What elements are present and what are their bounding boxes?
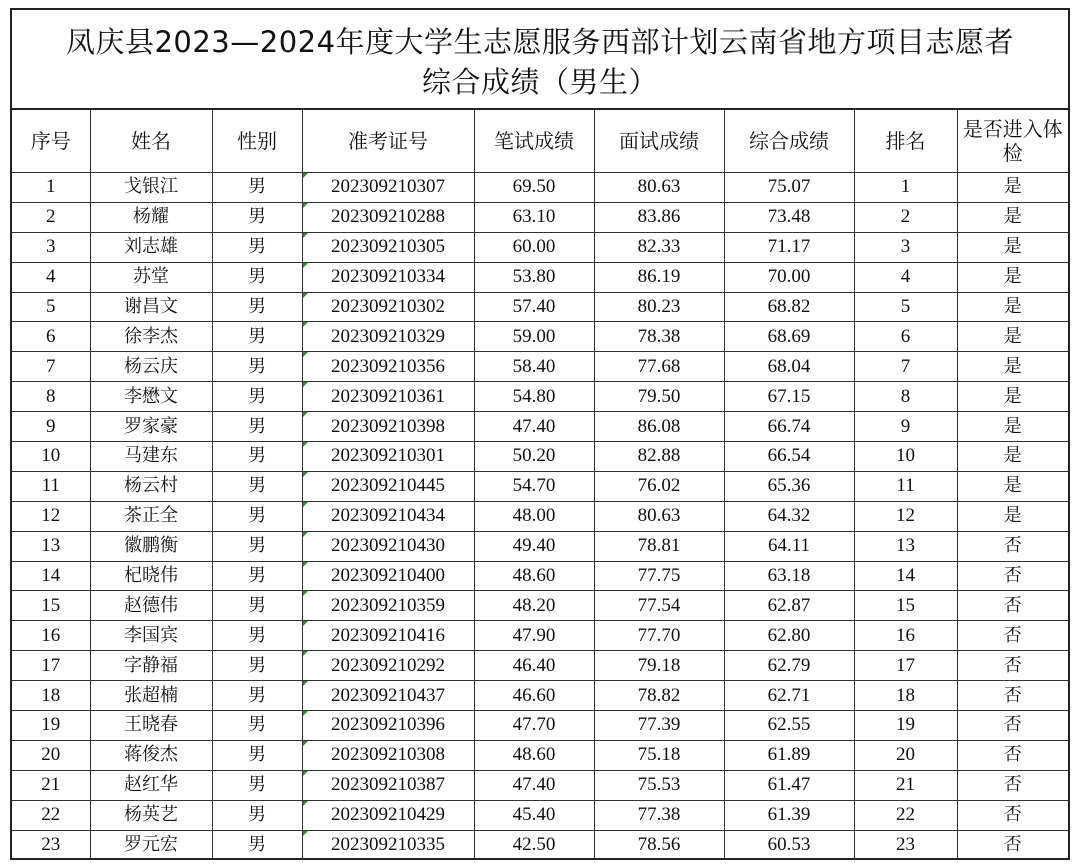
cell-rank: 15 <box>854 591 957 621</box>
cell-written-score: 57.40 <box>474 292 594 322</box>
cell-written-score: 53.80 <box>474 262 594 292</box>
cell-gender: 男 <box>212 830 302 859</box>
cell-name: 赵德伟 <box>90 591 212 621</box>
cell-rank: 10 <box>854 442 957 472</box>
cell-gender: 男 <box>212 531 302 561</box>
cell-interview-score: 83.86 <box>594 202 724 232</box>
header-gender: 性别 <box>212 110 302 173</box>
cell-name: 刘志雄 <box>90 232 212 262</box>
cell-interview-score: 75.53 <box>594 770 724 800</box>
cell-seq: 11 <box>12 471 90 501</box>
cell-gender: 男 <box>212 352 302 382</box>
table-row <box>12 442 1068 472</box>
cell-gender: 男 <box>212 322 302 352</box>
cell-exam-id: 202309210308 <box>302 740 474 770</box>
cell-interview-score: 79.50 <box>594 382 724 412</box>
cell-gender: 男 <box>212 591 302 621</box>
cell-seq: 12 <box>12 501 90 531</box>
cell-exam-id: 202309210387 <box>302 770 474 800</box>
cell-name: 杨云庆 <box>90 352 212 382</box>
cell-gender: 男 <box>212 621 302 651</box>
cell-written-score: 49.40 <box>474 531 594 561</box>
cell-total-score: 64.11 <box>724 531 854 561</box>
cell-exam-id: 202309210437 <box>302 681 474 711</box>
cell-total-score: 60.53 <box>724 830 854 859</box>
cell-exam-id: 202309210329 <box>302 322 474 352</box>
cell-total-score: 62.55 <box>724 711 854 741</box>
header-row <box>12 110 1068 173</box>
table-row <box>12 531 1068 561</box>
cell-name: 苏堂 <box>90 262 212 292</box>
cell-exam-id: 202309210307 <box>302 173 474 203</box>
title-line-2: 综合成绩（男生） <box>421 65 658 99</box>
cell-gender: 男 <box>212 740 302 770</box>
cell-gender: 男 <box>212 232 302 262</box>
cell-physical-exam: 否 <box>957 561 1068 591</box>
cell-written-score: 47.40 <box>474 770 594 800</box>
cell-total-score: 61.89 <box>724 740 854 770</box>
cell-interview-score: 82.88 <box>594 442 724 472</box>
cell-written-score: 50.20 <box>474 442 594 472</box>
table-row <box>12 352 1068 382</box>
cell-exam-id: 202309210429 <box>302 800 474 830</box>
table-row <box>12 800 1068 830</box>
cell-exam-id: 202309210359 <box>302 591 474 621</box>
cell-written-score: 63.10 <box>474 202 594 232</box>
cell-written-score: 58.40 <box>474 352 594 382</box>
table-row <box>12 471 1068 501</box>
cell-total-score: 70.00 <box>724 262 854 292</box>
table-row <box>12 681 1068 711</box>
cell-exam-id: 202309210305 <box>302 232 474 262</box>
cell-physical-exam: 否 <box>957 711 1068 741</box>
cell-interview-score: 78.38 <box>594 322 724 352</box>
cell-rank: 19 <box>854 711 957 741</box>
cell-gender: 男 <box>212 262 302 292</box>
cell-interview-score: 86.19 <box>594 262 724 292</box>
cell-rank: 16 <box>854 621 957 651</box>
cell-name: 赵红华 <box>90 770 212 800</box>
cell-gender: 男 <box>212 173 302 203</box>
cell-total-score: 75.07 <box>724 173 854 203</box>
cell-gender: 男 <box>212 770 302 800</box>
cell-total-score: 62.87 <box>724 591 854 621</box>
cell-written-score: 48.20 <box>474 591 594 621</box>
header-written-score: 笔试成绩 <box>474 110 594 173</box>
cell-rank: 23 <box>854 830 957 859</box>
cell-exam-id: 202309210356 <box>302 352 474 382</box>
cell-seq: 9 <box>12 412 90 442</box>
cell-physical-exam: 是 <box>957 382 1068 412</box>
cell-rank: 21 <box>854 770 957 800</box>
cell-gender: 男 <box>212 202 302 232</box>
header-name: 姓名 <box>90 110 212 173</box>
header-total-score: 综合成绩 <box>724 110 854 173</box>
cell-rank: 22 <box>854 800 957 830</box>
cell-gender: 男 <box>212 382 302 412</box>
cell-interview-score: 82.33 <box>594 232 724 262</box>
cell-interview-score: 76.02 <box>594 471 724 501</box>
cell-physical-exam: 否 <box>957 681 1068 711</box>
header-rank: 排名 <box>854 110 957 173</box>
cell-seq: 7 <box>12 352 90 382</box>
cell-rank: 12 <box>854 501 957 531</box>
cell-total-score: 68.82 <box>724 292 854 322</box>
table-row <box>12 322 1068 352</box>
table-row <box>12 711 1068 741</box>
cell-written-score: 47.70 <box>474 711 594 741</box>
cell-total-score: 62.79 <box>724 651 854 681</box>
cell-rank: 5 <box>854 292 957 322</box>
header-interview-score: 面试成绩 <box>594 110 724 173</box>
cell-total-score: 66.74 <box>724 412 854 442</box>
cell-exam-id: 202309210445 <box>302 471 474 501</box>
cell-seq: 10 <box>12 442 90 472</box>
cell-interview-score: 78.81 <box>594 531 724 561</box>
cell-exam-id: 202309210430 <box>302 531 474 561</box>
cell-rank: 13 <box>854 531 957 561</box>
cell-seq: 4 <box>12 262 90 292</box>
cell-interview-score: 77.38 <box>594 800 724 830</box>
cell-physical-exam: 是 <box>957 322 1068 352</box>
cell-physical-exam: 否 <box>957 591 1068 621</box>
cell-written-score: 48.00 <box>474 501 594 531</box>
cell-seq: 15 <box>12 591 90 621</box>
header-exam-id: 准考证号 <box>302 110 474 173</box>
cell-name: 蒋俊杰 <box>90 740 212 770</box>
cell-physical-exam: 是 <box>957 501 1068 531</box>
cell-written-score: 47.40 <box>474 412 594 442</box>
cell-seq: 13 <box>12 531 90 561</box>
table-body <box>12 173 1068 860</box>
cell-physical-exam: 否 <box>957 621 1068 651</box>
cell-rank: 7 <box>854 352 957 382</box>
table-row <box>12 382 1068 412</box>
cell-gender: 男 <box>212 651 302 681</box>
table-row <box>12 740 1068 770</box>
score-sheet <box>10 8 1070 860</box>
cell-gender: 男 <box>212 800 302 830</box>
cell-interview-score: 77.39 <box>594 711 724 741</box>
cell-written-score: 54.80 <box>474 382 594 412</box>
cell-seq: 3 <box>12 232 90 262</box>
cell-interview-score: 77.75 <box>594 561 724 591</box>
cell-total-score: 62.80 <box>724 621 854 651</box>
cell-gender: 男 <box>212 501 302 531</box>
table-row <box>12 621 1068 651</box>
table-row <box>12 501 1068 531</box>
cell-interview-score: 77.70 <box>594 621 724 651</box>
cell-rank: 17 <box>854 651 957 681</box>
cell-name: 马建东 <box>90 442 212 472</box>
cell-rank: 3 <box>854 232 957 262</box>
cell-seq: 20 <box>12 740 90 770</box>
cell-name: 戈银江 <box>90 173 212 203</box>
cell-name: 茶正全 <box>90 501 212 531</box>
cell-seq: 14 <box>12 561 90 591</box>
cell-total-score: 66.54 <box>724 442 854 472</box>
cell-seq: 16 <box>12 621 90 651</box>
cell-rank: 1 <box>854 173 957 203</box>
cell-name: 杨英艺 <box>90 800 212 830</box>
cell-gender: 男 <box>212 292 302 322</box>
table-row <box>12 830 1068 859</box>
cell-gender: 男 <box>212 681 302 711</box>
cell-total-score: 67.15 <box>724 382 854 412</box>
cell-seq: 22 <box>12 800 90 830</box>
cell-physical-exam: 是 <box>957 173 1068 203</box>
cell-physical-exam: 是 <box>957 202 1068 232</box>
cell-total-score: 68.04 <box>724 352 854 382</box>
cell-total-score: 61.47 <box>724 770 854 800</box>
cell-exam-id: 202309210396 <box>302 711 474 741</box>
cell-rank: 11 <box>854 471 957 501</box>
cell-interview-score: 78.82 <box>594 681 724 711</box>
cell-name: 字静福 <box>90 651 212 681</box>
document-title <box>12 10 1068 110</box>
cell-seq: 6 <box>12 322 90 352</box>
cell-seq: 19 <box>12 711 90 741</box>
cell-interview-score: 80.63 <box>594 501 724 531</box>
cell-total-score: 63.18 <box>724 561 854 591</box>
results-table <box>12 110 1068 859</box>
cell-written-score: 69.50 <box>474 173 594 203</box>
cell-seq: 23 <box>12 830 90 859</box>
cell-written-score: 47.90 <box>474 621 594 651</box>
cell-rank: 6 <box>854 322 957 352</box>
cell-physical-exam: 否 <box>957 531 1068 561</box>
cell-interview-score: 75.18 <box>594 740 724 770</box>
table-row <box>12 412 1068 442</box>
cell-physical-exam: 是 <box>957 292 1068 322</box>
cell-total-score: 71.17 <box>724 232 854 262</box>
cell-interview-score: 77.54 <box>594 591 724 621</box>
table-row <box>12 173 1068 203</box>
cell-interview-score: 77.68 <box>594 352 724 382</box>
cell-interview-score: 80.63 <box>594 173 724 203</box>
cell-interview-score: 86.08 <box>594 412 724 442</box>
cell-exam-id: 202309210301 <box>302 442 474 472</box>
cell-exam-id: 202309210302 <box>302 292 474 322</box>
cell-exam-id: 202309210335 <box>302 830 474 859</box>
cell-interview-score: 78.56 <box>594 830 724 859</box>
cell-gender: 男 <box>212 711 302 741</box>
cell-physical-exam: 否 <box>957 770 1068 800</box>
cell-name: 徽鹏衡 <box>90 531 212 561</box>
cell-exam-id: 202309210288 <box>302 202 474 232</box>
cell-name: 杨耀 <box>90 202 212 232</box>
cell-name: 罗家豪 <box>90 412 212 442</box>
cell-name: 谢昌文 <box>90 292 212 322</box>
cell-rank: 20 <box>854 740 957 770</box>
cell-name: 罗元宏 <box>90 830 212 859</box>
cell-rank: 14 <box>854 561 957 591</box>
cell-name: 杨云村 <box>90 471 212 501</box>
cell-gender: 男 <box>212 471 302 501</box>
cell-seq: 8 <box>12 382 90 412</box>
table-row <box>12 591 1068 621</box>
cell-rank: 8 <box>854 382 957 412</box>
cell-physical-exam: 否 <box>957 740 1068 770</box>
cell-written-score: 60.00 <box>474 232 594 262</box>
cell-seq: 17 <box>12 651 90 681</box>
cell-exam-id: 202309210292 <box>302 651 474 681</box>
cell-exam-id: 202309210434 <box>302 501 474 531</box>
cell-total-score: 64.32 <box>724 501 854 531</box>
title-line-1: 凤庆县2023—2024年度大学生志愿服务西部计划云南省地方项目志愿者 <box>65 25 1015 59</box>
cell-physical-exam: 是 <box>957 352 1068 382</box>
cell-written-score: 54.70 <box>474 471 594 501</box>
cell-physical-exam: 是 <box>957 412 1068 442</box>
table-row <box>12 770 1068 800</box>
cell-total-score: 65.36 <box>724 471 854 501</box>
cell-physical-exam: 否 <box>957 830 1068 859</box>
cell-total-score: 62.71 <box>724 681 854 711</box>
cell-physical-exam: 是 <box>957 471 1068 501</box>
cell-written-score: 42.50 <box>474 830 594 859</box>
cell-gender: 男 <box>212 412 302 442</box>
cell-rank: 4 <box>854 262 957 292</box>
cell-gender: 男 <box>212 442 302 472</box>
cell-rank: 9 <box>854 412 957 442</box>
cell-rank: 18 <box>854 681 957 711</box>
header-seq: 序号 <box>12 110 90 173</box>
table-row <box>12 232 1068 262</box>
cell-name: 杞晓伟 <box>90 561 212 591</box>
table-row <box>12 202 1068 232</box>
cell-name: 李国宾 <box>90 621 212 651</box>
cell-exam-id: 202309210416 <box>302 621 474 651</box>
cell-physical-exam: 是 <box>957 232 1068 262</box>
cell-name: 李懋文 <box>90 382 212 412</box>
cell-physical-exam: 是 <box>957 262 1068 292</box>
cell-seq: 1 <box>12 173 90 203</box>
cell-rank: 2 <box>854 202 957 232</box>
cell-gender: 男 <box>212 561 302 591</box>
table-row <box>12 651 1068 681</box>
cell-exam-id: 202309210334 <box>302 262 474 292</box>
cell-written-score: 46.40 <box>474 651 594 681</box>
cell-physical-exam: 是 <box>957 442 1068 472</box>
cell-name: 张超楠 <box>90 681 212 711</box>
cell-name: 徐李杰 <box>90 322 212 352</box>
cell-physical-exam: 否 <box>957 651 1068 681</box>
cell-exam-id: 202309210361 <box>302 382 474 412</box>
cell-written-score: 48.60 <box>474 740 594 770</box>
table-row <box>12 292 1068 322</box>
cell-exam-id: 202309210398 <box>302 412 474 442</box>
cell-physical-exam: 否 <box>957 800 1068 830</box>
cell-exam-id: 202309210400 <box>302 561 474 591</box>
cell-total-score: 61.39 <box>724 800 854 830</box>
cell-seq: 5 <box>12 292 90 322</box>
cell-written-score: 46.60 <box>474 681 594 711</box>
header-physical-exam: 是否进入体检 <box>957 110 1068 173</box>
cell-written-score: 48.60 <box>474 561 594 591</box>
cell-written-score: 45.40 <box>474 800 594 830</box>
table-row <box>12 561 1068 591</box>
cell-seq: 21 <box>12 770 90 800</box>
cell-total-score: 68.69 <box>724 322 854 352</box>
cell-interview-score: 80.23 <box>594 292 724 322</box>
cell-interview-score: 79.18 <box>594 651 724 681</box>
cell-written-score: 59.00 <box>474 322 594 352</box>
table-row <box>12 262 1068 292</box>
cell-total-score: 73.48 <box>724 202 854 232</box>
cell-seq: 18 <box>12 681 90 711</box>
cell-name: 王晓春 <box>90 711 212 741</box>
cell-seq: 2 <box>12 202 90 232</box>
